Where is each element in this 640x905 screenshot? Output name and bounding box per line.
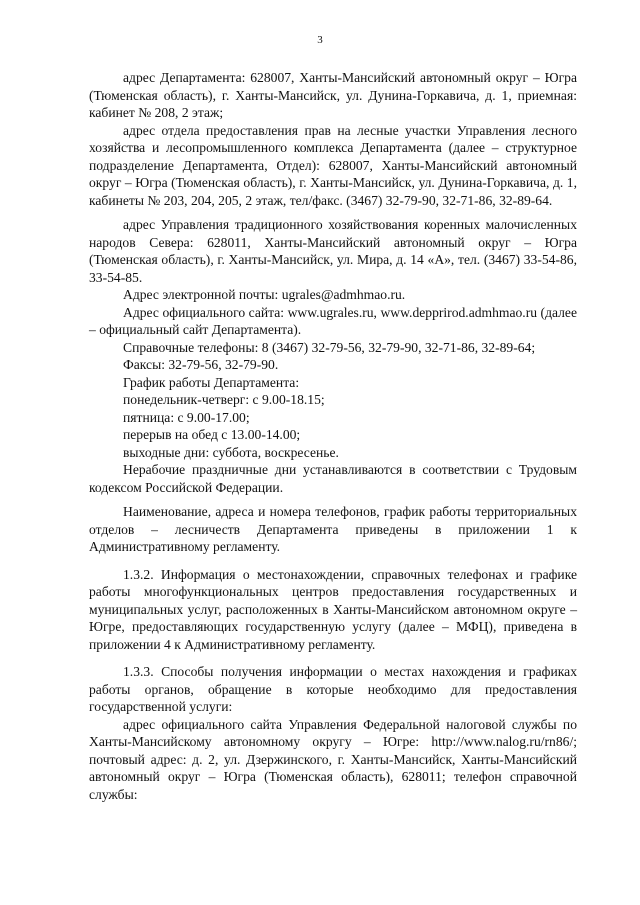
paragraph-15: 1.3.2. Информация о местонахождении, справочных телефонах и графике работы многофункциональных центров предоставления государственных и муниципальных услуг, расположенных в Ханты-Мансийском автономном округе – Югре, предоставляющих государственную услугу (далее – МФЦ), приведена в приложении 4 к Административному регламенту. (89, 566, 577, 652)
page-number: 3 (317, 34, 323, 46)
paragraph-9: понедельник-четверг: с 9.00-18.15; (123, 392, 325, 407)
paragraph-3: адрес Управления традиционного хозяйствования коренных малочисленных народов Севера: 628011, Ханты-Мансийский автономный округ – Югра (Тюменская область), г. Ханты-Мансийск, ул. Мира, д. 14 «А», тел. (3467) 33-54-86, 33-54-85. (89, 217, 577, 285)
paragraph-6: Справочные телефоны: 8 (3467) 32-79-56, 32-79-90, 32-71-86, 32-89-64; (123, 339, 536, 355)
document-body (89, 69, 577, 803)
paragraph-4: Адрес электронной почты: ugrales@admhmao.ru. (123, 287, 406, 302)
paragraph-17: адрес официального сайта Управления Федеральной налоговой службы по Ханты-Мансийскому автономному округу – Югре: http://www.nalog.ru/rn86/; почтовый адрес: д. 2, ул. Дзержинского, г. Ханты-Мансийск, Ханты-Мансийский автономный округ – Югра (Тюменская область), 628011; телефон справочной службы: (89, 716, 577, 802)
paragraph-5: Адрес официального сайта: www.ugrales.ru, www.depprirod.admhmao.ru (далее – официальный сайт Департамента). (89, 304, 577, 337)
paragraph-2: адрес отдела предоставления прав на лесные участки Управления лесного хозяйства и лесопромышленного комплекса Департамента (далее – структурное подразделение Департамента, Отдел): 628007, Ханты-Мансийский автономный округ – Югра (Тюменская область), г. Ханты-Мансийск, ул. Дунина-Горкавича, д. 1, кабинеты № 203, 204, 205, 2 этаж, тел/факс. (3467) 32-79-90, 32-71-86, 32-89-64. (89, 122, 577, 208)
paragraph-13: Нерабочие праздничные дни устанавливаются в соответствии с Трудовым кодексом Российской Федерации. (89, 462, 577, 495)
paragraph-14: Наименование, адреса и номера телефонов, график работы территориальных отделов – лесничеств Департамента приведены в приложении 1 к Административному регламенту. (89, 504, 577, 554)
paragraph-7: Факсы: 32-79-56, 32-79-90. (123, 357, 279, 372)
paragraph-1: адрес Департамента: 628007, Ханты-Мансийский автономный округ – Югра (Тюменская область), г. Ханты-Мансийск, ул. Дунина-Горкавича, д. 1, приемная: кабинет № 208, 2 этаж; (89, 70, 577, 120)
paragraph-10: пятница: с 9.00-17.00; (123, 409, 250, 425)
paragraph-11: перерыв на обед с 13.00-14.00; (123, 427, 301, 442)
paragraph-8: График работы Департамента: (123, 374, 300, 390)
paragraph-16: 1.3.3. Способы получения информации о местах нахождения и графиках работы органов, обращение в которые необходимо для предоставления государственной услуги: (89, 664, 577, 714)
paragraph-12: выходные дни: суббота, воскресенье. (123, 444, 339, 460)
